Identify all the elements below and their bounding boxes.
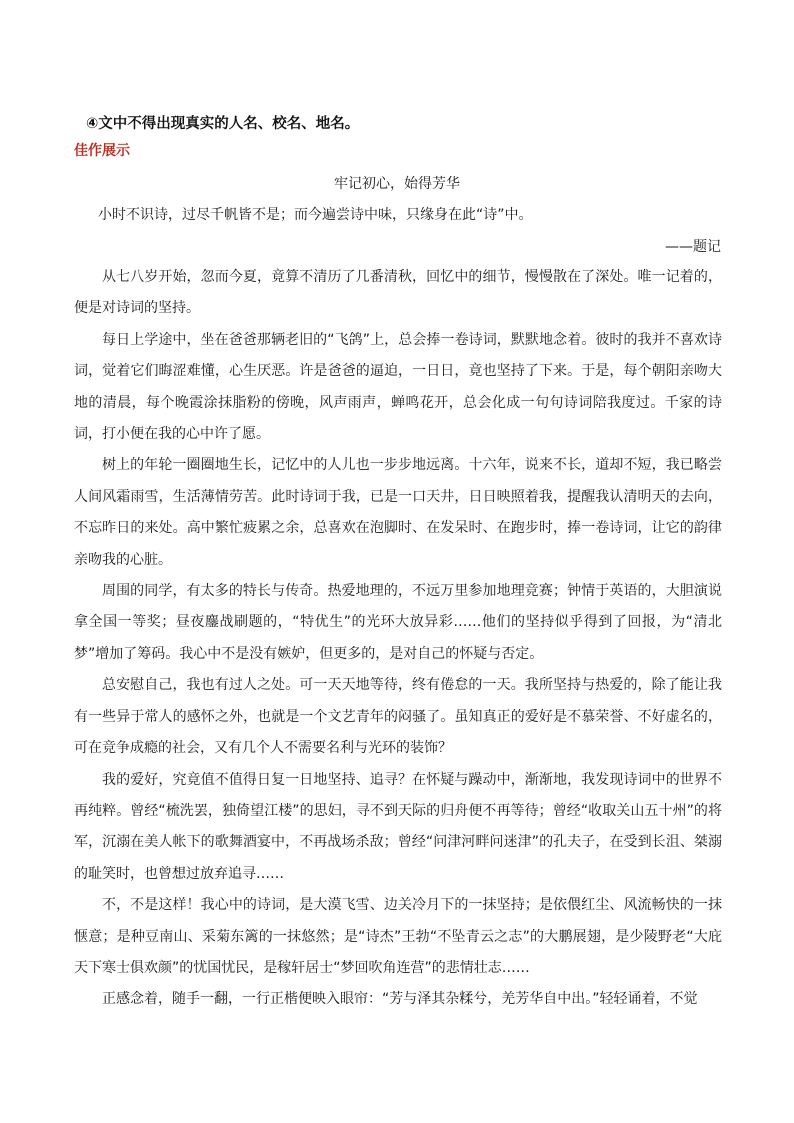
essay-body (74, 262, 722, 1016)
essay-paragraph: 正感念着，随手一翻，一行正楷便映入眼帘：“芳与泽其杂糅兮，羌芳华自中出。”轻轻诵着，不觉 (102, 991, 698, 1008)
essay-paragraph: 我的爱好，究竟值不值得日复一日地坚持、追寻？在怀疑与躁动中，渐渐地，我发现诗词中的世界不再纯粹。曾经“梳洗罢，独倚望江楼”的思妇，寻不到天际的归舟便不再等待；曾经“收取关山五十州”的将军，沉溺在美人帐下的歌舞酒宴中，不再战场杀敌；曾经“问津河畔问迷津”的孔夫子，在受到长沮、桀溺的耻笑时，也曾想过放弃追寻…… (74, 771, 722, 882)
essay-paragraph: 从七八岁开始，忽而今夏，竟算不清历了几番清秋，回忆中的细节，慢慢散在了深处。唯一记着的，便是对诗词的坚持。 (74, 269, 722, 317)
essay-paragraph: 周围的同学，有太多的特长与传奇。热爱地理的，不远万里参加地理竞赛；钟情于英语的，大胆演说拿全国一等奖；昼夜鏖战刷题的，“特优生”的光环大放异彩……他们的坚持似乎得到了回报，为“清北梦”增加了筹码。我心中不是没有嫉妒，但更多的，是对自己的怀疑与否定。 (74, 583, 722, 662)
essay-title: 牢记初心，始得芳华 (334, 176, 460, 192)
writing-rule-4: ④文中不得出现真实的人名、校名、地名。 (86, 116, 360, 132)
epigraph: 小时不识诗，过尽千帆皆不是；而今遍尝诗中味，只缘身在此“诗”中。 (98, 207, 533, 223)
essay-paragraph: 不，不是这样！我心中的诗词，是大漠飞雪、边关冷月下的一抹坚持；是依偎红尘、风流畅快的一抹惬意；是种豆南山、采菊东篱的一抹悠然；是“诗杰”王勃“不坠青云之志”的大鹏展翅，是少陵野老“大庇天下寒士俱欢颜”的忧国忧民，是稼轩居士“梦回吹角连营”的悲情壮志…… (74, 897, 722, 976)
essay-paragraph: 树上的年轮一圈圈地生长，记忆中的人儿也一步步地远离。十六年，说来不长，道却不短，我已略尝人间风霜雨雪，生活薄情劳苦。此时诗词于我，已是一口天井，日日映照着我，提醒我认清明天的去向，不忘昨日的来处。高中繁忙疲累之余，总喜欢在泡脚时、在发呆时、在跑步时，捧一卷诗词，让它的韵律亲吻我的心脏。 (74, 457, 722, 568)
section-heading: 佳作展示 (74, 143, 130, 159)
essay-paragraph: 总安慰自己，我也有过人之处。可一天天地等待，终有倦怠的一天。我所坚持与热爱的，除了能让我有一些异于常人的感怀之外，也就是一个文艺青年的闷骚了。虽知真正的爱好是不慕荣誉、不好虚名的，可在竞争成瘾的社会，又有几个人不需要名利与光环的装饰？ (74, 677, 722, 757)
epigraph-signature: ——题记 (665, 239, 721, 255)
essay-paragraph: 每日上学途中，坐在爸爸那辆老旧的“飞鸽”上，总会捧一卷诗词，默默地念着。彼时的我并不喜欢诗词，觉着它们晦涩难懂，心生厌恶。许是爸爸的逼迫，一日日，竟也坚持了下来。于是，每个朝阳亲吻大地的清晨，每个晚霞涂抹脂粉的傍晚，风声雨声，蝉鸣花开，总会化成一句句诗词陪我度过。千家的诗词，打小便在我的心中许了愿。 (74, 331, 722, 443)
